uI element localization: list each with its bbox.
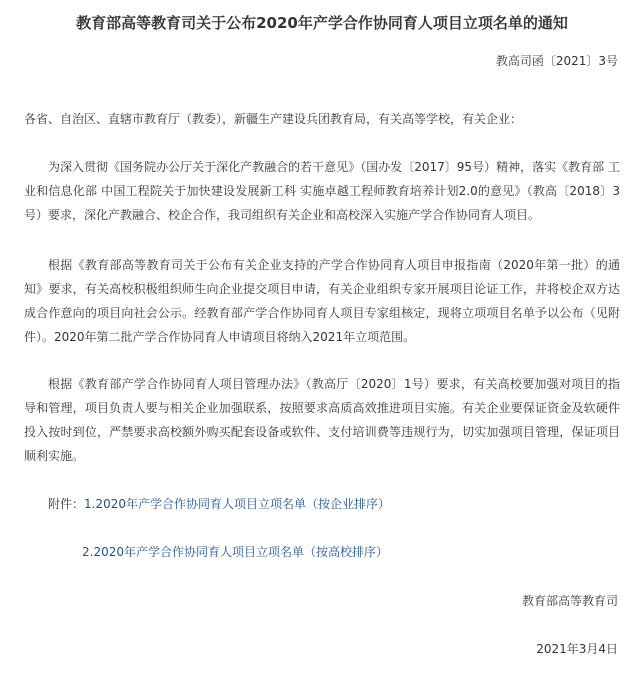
- signature-org: 教育部高等教育司: [521, 594, 618, 608]
- attachment-link-1[interactable]: 1.2020年产学合作协同育人项目立项名单（按企业排序）: [84, 497, 391, 511]
- document-title: 教育部高等教育司关于公布2020年产学合作协同育人项目立项名单的通知: [76, 14, 568, 32]
- paragraph-1: 为深入贯彻《国务院办公厅关于深化产教融合的若干意见》（国办发〔2017〕95号）精神，落实《教育部 工业和信息化部 中国工程院关于加快建设发展新工科 实施卓越工程师教育培养计划2.0的意见》（教高〔2018〕3号）要求，深化产教融合、校企合作，我司组织有关企业和高校深入实施产学合作协同育人项目。: [24, 160, 620, 222]
- attachments-line-2: [82, 543, 388, 561]
- attachment-link-2[interactable]: 2.2020年产学合作协同育人项目立项名单（按高校排序）: [82, 545, 388, 559]
- attachments-label: 附件：: [48, 497, 85, 511]
- signature-date: 2021年3月4日: [536, 642, 618, 656]
- salutation: 各省、自治区、直辖市教育厅（教委），新疆生产建设兵团教育局，有关高等学校，有关企业：: [24, 112, 523, 126]
- paragraph-3: 根据《教育部产学合作协同育人项目管理办法》（教高厅〔2020〕1号）要求，有关高校要加强对项目的指导和管理，项目负责人要与相关企业加强联系，按照要求高质高效推进项目实施。有关企业要保证资金及软硬件投入按时到位，严禁要求高校额外购买配套设备或软件、支付培训费等违规行为，切实加强项目管理，保证项目顺利实施。: [24, 377, 620, 463]
- attachments-line-1: [48, 495, 390, 513]
- paragraph-2: 根据《教育部高等教育司关于公布有关企业支持的产学合作协同育人项目申报指南（2020年第一批）的通知》要求，有关高校积极组织师生向企业提交项目申请，有关企业组织专家开展项目论证工作，并将校企双方达成合作意向的项目向社会公示。经教育部产学合作协同育人项目专家组核定，现将立项项目名单予以公布（见附件）。2020年第二批产学合作协同育人申请项目将纳入2021年立项范围。: [24, 258, 620, 344]
- document-number: 教高司函〔2021〕3号: [495, 54, 618, 68]
